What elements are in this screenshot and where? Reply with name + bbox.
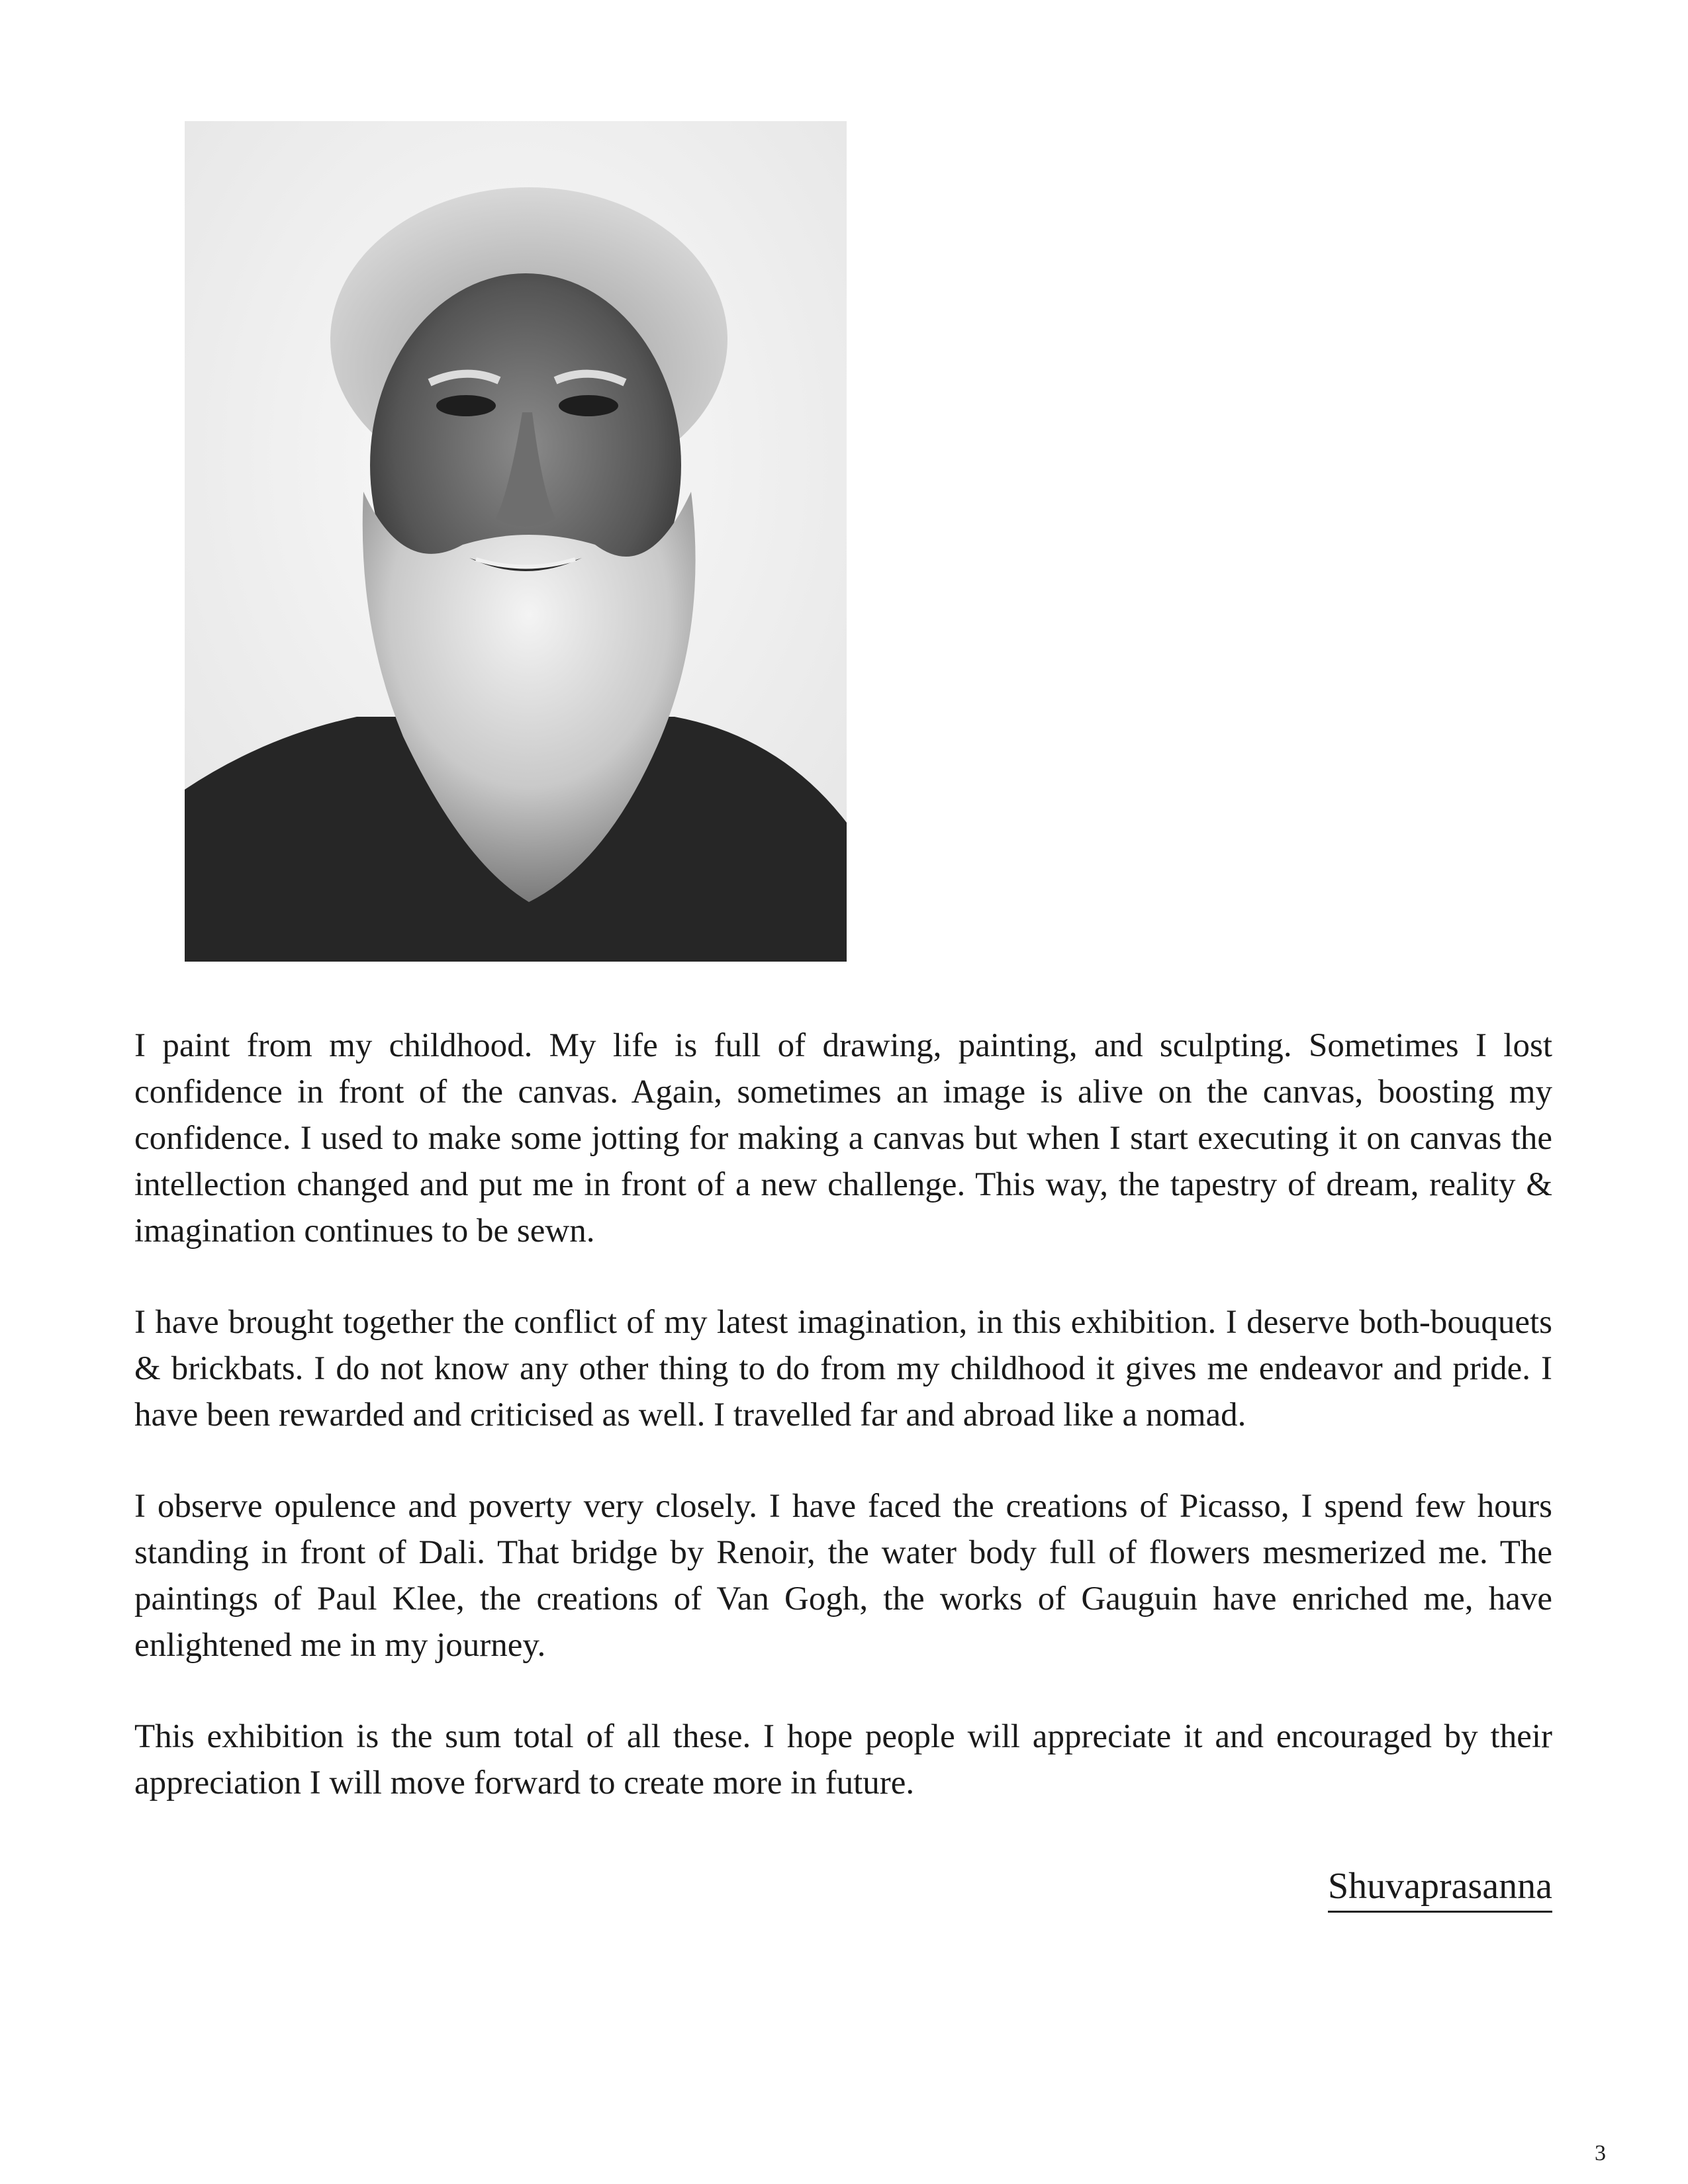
artist-portrait-photo <box>185 121 847 962</box>
artist-signature: Shuvaprasanna <box>1328 1863 1552 1913</box>
page-number: 3 <box>1595 2141 1606 2165</box>
paragraph-2: I have brought together the conflict of my latest imagination, in this exhibition. I deserve both-bouquets & brickbats. I do not know any other thing to do from my childhood it gives me endeavor and pride. I have been rewarded and criticised as well. I travelled far and abroad like a nomad. <box>134 1304 1552 1433</box>
paragraph-1: I paint from my childhood. My life is full of drawing, painting, and sculpting. Sometimes I lost confidence in front of the canvas. Again, sometimes an image is alive on the canvas, boosting my confidence. I used to make some jotting for making a canvas but when I start executing it on canvas the intellection changed and put me in front of a new challenge. This way, the tapestry of dream, reality & imagination continues to be sewn. <box>134 1027 1552 1250</box>
paragraph-4: This exhibition is the sum total of all these. I hope people will appreciate it and encouraged by their appreciation I will move forward to create more in future. <box>134 1718 1552 1801</box>
paragraph-3: I observe opulence and poverty very closely. I have faced the creations of Picasso, I spend few hours standing in front of Dali. That bridge by Renoir, the water body full of flowers mesmerized me. The paintings of Paul Klee, the creations of Van Gogh, the works of Gauguin have enriched me, have enlightened me in my journey. <box>134 1488 1552 1664</box>
statement-text <box>134 1023 1552 1851</box>
portrait-illustration <box>185 121 847 962</box>
